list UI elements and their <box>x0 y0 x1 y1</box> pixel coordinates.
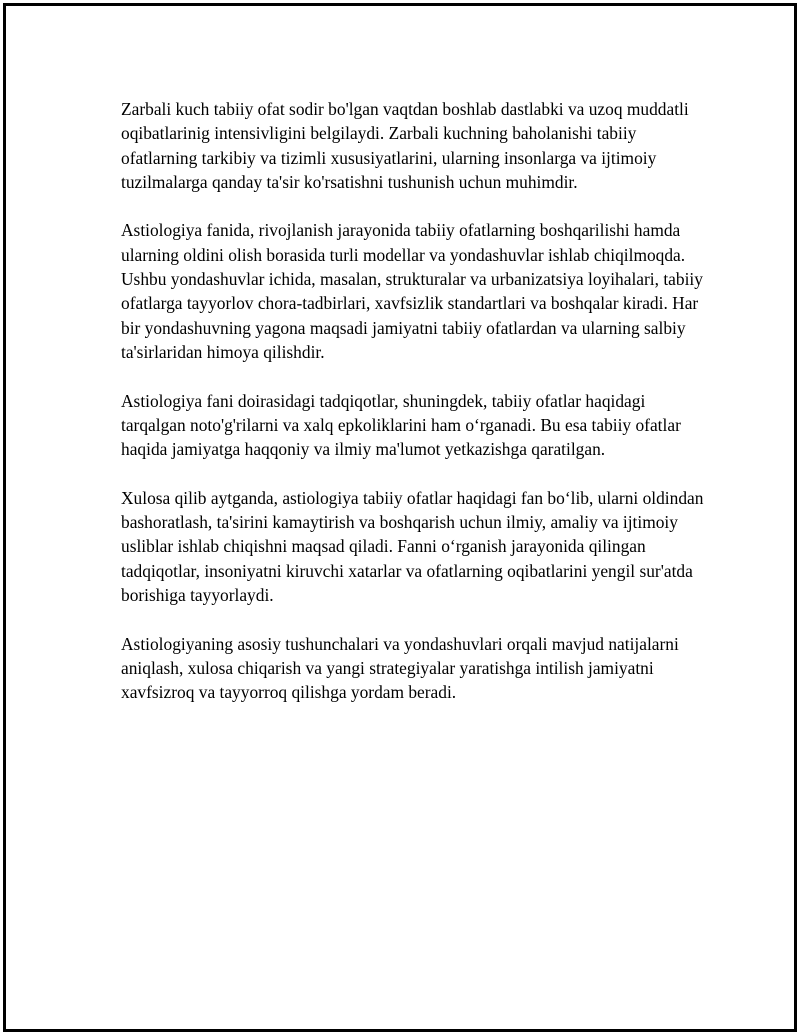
paragraph: Astiologiya fanida, rivojlanish jarayonida tabiiy ofatlarning boshqarilishi hamda ularning oldini olish borasida turli modellar va yondashuvlar ishlab chiqilmoqda. Ushbu yondashuvlar ichida, masalan, strukturalar va urbanizatsiya loyihalari, tabiiy ofatlarga tayyorlov chora-tadbirlari, xavfsizlik standartlari va boshqalar kiradi. Har bir yondashuvning yagona maqsadi jamiyatni tabiiy ofatlardan va ularning salbiy ta'sirlaridan himoya qilishdir. <box>121 220 703 362</box>
paragraph: Astiologiyaning asosiy tushunchalari va yondashuvlari orqali mavjud natijalarni aniqlash, xulosa chiqarish va yangi strategiyalar yaratishga intilish jamiyatni xavfsizroq va tayyorroq qilishga yordam beradi. <box>121 633 679 703</box>
page-frame <box>3 3 797 1032</box>
paragraph: Zarbali kuch tabiiy ofat sodir bo'lgan vaqtdan boshlab dastlabki va uzoq muddatli oqibatlarinig intensivligini belgilaydi. Zarbali kuchning baholanishi tabiiy ofatlarning tarkibiy va tizimli xususiyatlarini, ularning insonlarga va ijtimoiy tuzilmalarga qanday ta'sir ko'rsatishni tushunish uchun muhimdir. <box>121 99 689 192</box>
document-body <box>121 97 711 729</box>
paragraph: Astiologiya fani doirasidagi tadqiqotlar, shuningdek, tabiiy ofatlar haqidagi tarqalgan noto'g'rilarni va xalq epkoliklarini ham o‘rganadi. Bu esa tabiiy ofatlar haqida jamiyatga haqqoniy va ilmiy ma'lumot yetkazishga qaratilgan. <box>121 390 681 460</box>
paragraph: Xulosa qilib aytganda, astiologiya tabiiy ofatlar haqidagi fan bo‘lib, ularni oldindan bashoratlash, ta'sirini kamaytirish va boshqarish uchun ilmiy, amaliy va ijtimoiy usliblar ishlab chiqishni maqsad qiladi. Fanni o‘rganish jarayonida qilingan tadqiqotlar, insoniyatni kiruvchi xatarlar va ofatlarning oqibatlarini yengil sur'atda borishiga tayyorlaydi. <box>121 487 704 605</box>
